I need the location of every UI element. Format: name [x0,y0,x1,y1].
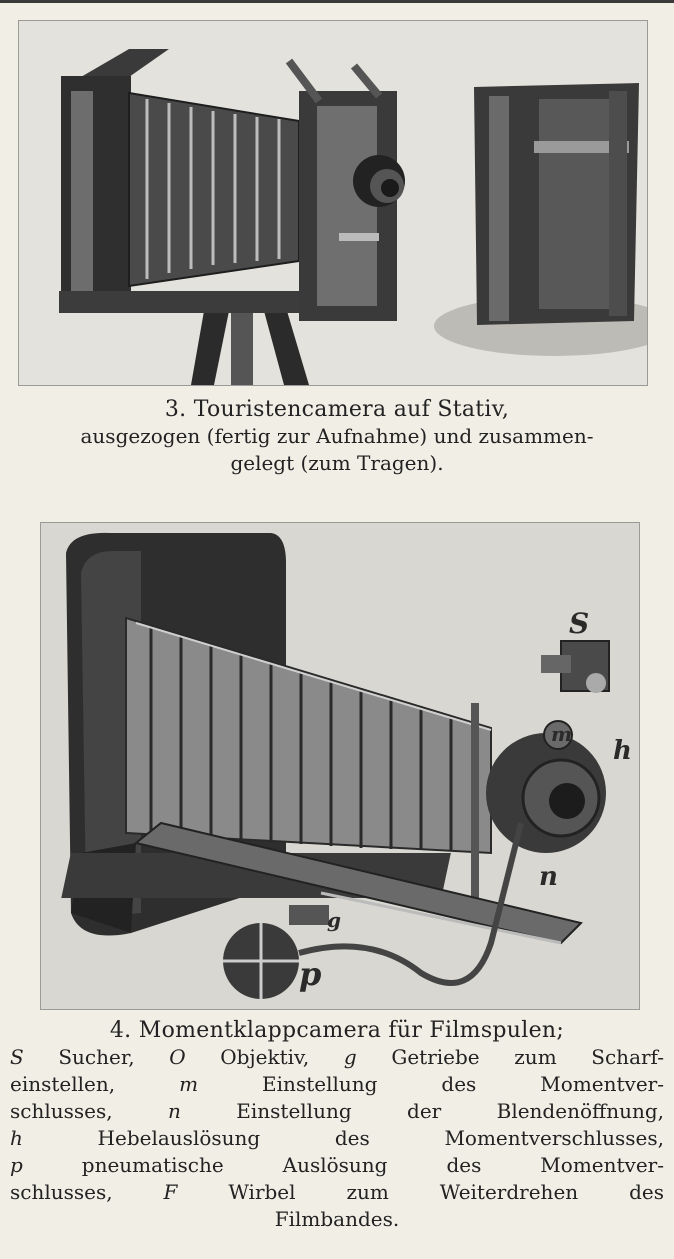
legend-text: Sucher, [23,1045,170,1069]
label-n: n [539,862,558,892]
figure-3-caption-line-3: gelegt (zum Tragen). [230,451,444,475]
legend-symbol: g [343,1045,357,1069]
legend-line [10,1179,664,1206]
legend-text: pneumatische Auslösung des Momentver- [22,1153,664,1177]
figure-4-caption-title: 4. Momentklappcamera für Filmspulen; [109,1018,565,1043]
label-p: p [299,955,322,993]
figure-3-touristencamera-illustration [18,20,648,386]
bellows [126,618,491,853]
legend-text: Hebelauslösung des Momentverschlusses, [22,1126,664,1150]
top-rule [0,0,674,3]
legend-text: schlusses, [10,1099,168,1123]
viewfinder [541,641,609,693]
legend-symbol: O [169,1045,186,1069]
figure-3-caption-line-2: ausgezogen (fertig zur Aufnahme) und zusammen- [80,424,594,448]
legend-line [10,1125,664,1152]
legend-line [10,1206,664,1233]
label-m: m [551,722,573,746]
legend-text: Wirbel zum Weiterdrehen des [177,1180,664,1204]
legend-symbol: S [10,1045,24,1069]
open-camera [59,49,405,321]
legend-line [10,1152,664,1179]
label-s: S [569,607,590,640]
legend-line [10,1044,664,1071]
legend-text: Filmbandes. [274,1207,400,1231]
legend-text: schlusses, [10,1180,164,1204]
touristencamera-drawing [19,21,647,385]
folded-camera [434,83,647,356]
tripod [191,311,309,385]
legend-text: Einstellung des Momentver- [198,1072,664,1096]
legend-symbol: h [10,1126,23,1150]
label-g: g [327,908,341,932]
legend-text: einstellen, [10,1072,180,1096]
legend-symbol: n [168,1099,181,1123]
legend-symbol: F [163,1180,178,1204]
legend-line [10,1071,664,1098]
legend-symbol: m [179,1072,199,1096]
figure-3-caption [10,396,664,477]
figure-4-caption [10,1017,664,1233]
legend-text: Einstellung der Blendenöffnung, [180,1099,664,1123]
legend-line [10,1098,664,1125]
figure-4-legend [10,1044,664,1233]
figure-4-momentklappcamera-illustration [40,522,640,1010]
figure-3-caption-title: 3. Touristencamera auf Stativ, [164,397,510,422]
legend-text: Getriebe zum Scharf- [356,1045,664,1069]
label-h: h [613,736,632,766]
legend-text: Objektiv, [185,1045,344,1069]
momentklappcamera-drawing [41,523,639,1009]
legend-symbol: p [10,1153,23,1177]
